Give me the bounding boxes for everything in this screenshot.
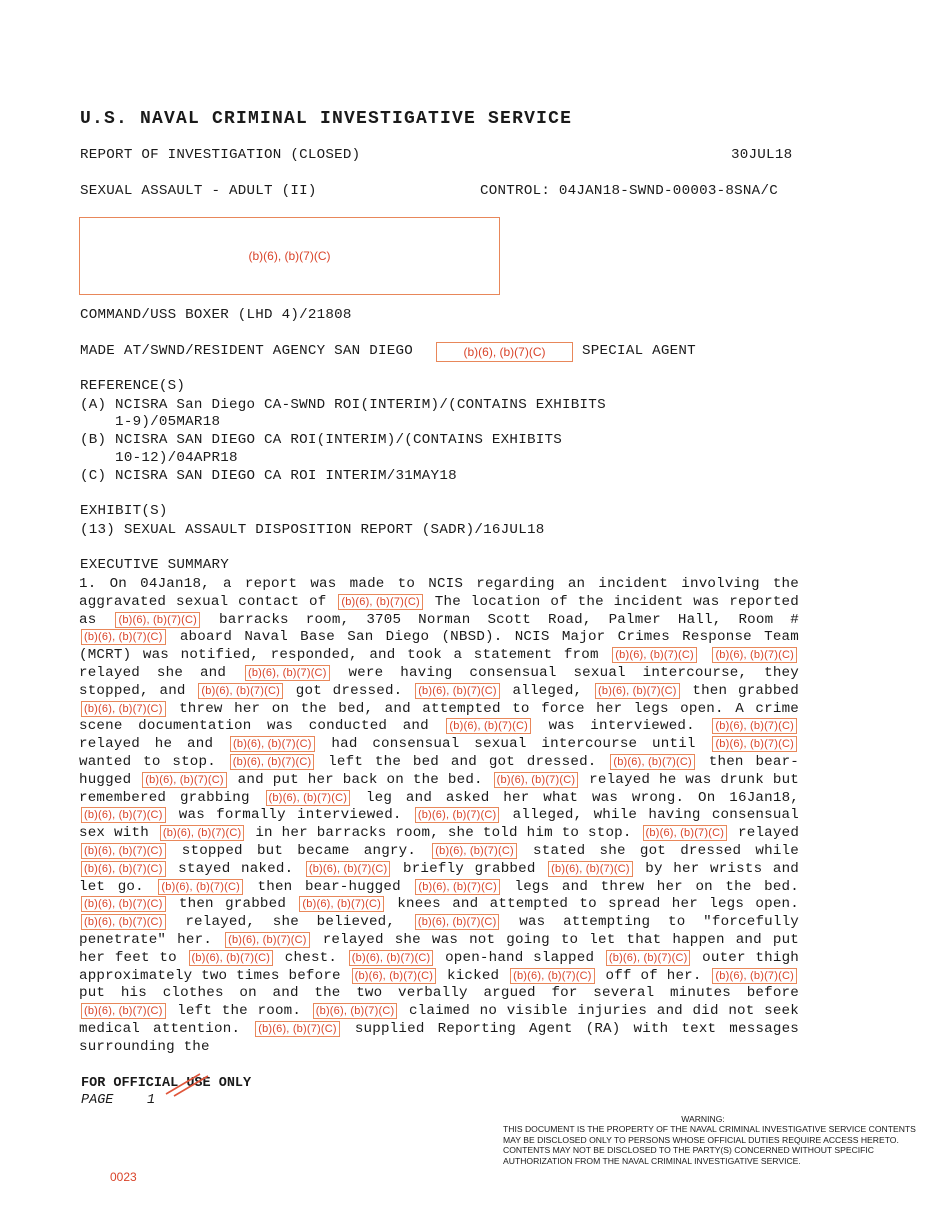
redaction-box: (b)(6), (b)(7)(C) — [255, 1021, 340, 1037]
summary-text: alleged, — [512, 682, 583, 699]
summary-text: put his clothes on and the two verbally argued for several minutes before — [79, 985, 799, 1002]
summary-text: left the room. — [177, 1003, 302, 1020]
redaction-box: (b)(6), (b)(7)(C) — [510, 968, 595, 984]
redaction-box: (b)(6), (b)(7)(C) — [299, 896, 384, 912]
redaction-box: (b)(6), (b)(7)(C) — [349, 950, 434, 966]
summary-text: relayed he and — [79, 736, 214, 753]
summary-text: got dressed. — [295, 682, 403, 699]
redaction-box: (b)(6), (b)(7)(C) — [115, 612, 200, 628]
summary-text: threw her on the bed, and attempted to force her legs open. A crime scene documentation was conducted and — [79, 700, 799, 735]
redaction-box: (b)(6), (b)(7)(C) — [189, 950, 274, 966]
redaction-box: (b)(6), (b)(7)(C) — [81, 861, 166, 877]
redaction-box: (b)(6), (b)(7)(C) — [81, 807, 166, 823]
redaction-box: (b)(6), (b)(7)(C) — [81, 843, 166, 859]
summary-text: then bear-hugged — [257, 878, 401, 895]
redaction-box: (b)(6), (b)(7)(C) — [446, 718, 531, 734]
redaction-box: (b)(6), (b)(7)(C) — [306, 861, 391, 877]
summary-text: relayed — [738, 825, 800, 842]
summary-text: relayed she and — [79, 664, 227, 681]
summary-text: relayed he was drunk but remembered grabbing — [79, 771, 800, 806]
agent-title: SPECIAL AGENT — [582, 343, 696, 359]
report-date: 30JUL18 — [731, 147, 793, 163]
executive-summary-body — [79, 576, 799, 1057]
redaction-box: (b)(6), (b)(7)(C) — [142, 772, 227, 788]
redaction-box: (b)(6), (b)(7)(C) — [415, 879, 500, 895]
summary-text: by her wrists and let go. — [79, 860, 800, 895]
summary-text: aboard Naval Base San Diego (NBSD). NCIS Major Crimes Response Team (MCRT) was notified, responded, and took a statement from — [79, 629, 799, 664]
redaction-box: (b)(6), (b)(7)(C) — [81, 701, 166, 717]
redaction-box: (b)(6), (b)(7)(C) — [712, 718, 797, 734]
summary-text: relayed she was not going to let that happen and put her feet to — [79, 931, 800, 966]
summary-text: kicked — [446, 967, 500, 984]
redaction-box: (b)(6), (b)(7)(C) — [225, 932, 310, 948]
command-line: COMMAND/USS BOXER (LHD 4)/21808 — [80, 307, 352, 323]
redaction-box: (b)(6), (b)(7)(C) — [352, 968, 437, 984]
redaction-box: (b)(6), (b)(7)(C) — [643, 825, 728, 841]
exhibits-heading: EXHIBIT(S) — [80, 503, 168, 519]
summary-text: had consensual sexual intercourse until — [331, 736, 696, 753]
reference-c: (C) NCISRA SAN DIEGO CA ROI INTERIM/31MAY18 — [80, 468, 457, 484]
summary-text: in her barracks room, she told him to stop. — [255, 825, 632, 842]
made-at-line: MADE AT/SWND/RESIDENT AGENCY SAN DIEGO — [80, 343, 414, 359]
summary-text: chest. — [284, 949, 338, 966]
redaction-box: (b)(6), (b)(7)(C) — [494, 772, 579, 788]
page-label: PAGE — [81, 1093, 114, 1108]
summary-text: left the bed and got dressed. — [328, 753, 597, 770]
redaction-box: (b)(6), (b)(7)(C) — [415, 914, 500, 930]
redaction-box: (b)(6), (b)(7)(C) — [548, 861, 633, 877]
redaction-box: (b)(6), (b)(7)(C) — [198, 683, 283, 699]
summary-text: The location of the incident was reported as — [79, 593, 799, 628]
redaction-box: (b)(6), (b)(7)(C) — [160, 825, 245, 841]
summary-text: then bear-hugged — [79, 753, 800, 788]
bates-number: 0023 — [110, 1170, 137, 1184]
summary-text: supplied Reporting Agent (RA) with text messages surrounding the — [79, 1020, 800, 1055]
summary-text: 1. On 04Jan18, a report was made to NCIS regarding an incident involving the aggravated sexual contact of — [79, 576, 799, 610]
warning-notice — [503, 1114, 933, 1166]
summary-text: briefly grabbed — [403, 860, 536, 877]
redaction-box: (b)(6), (b)(7)(C) — [230, 754, 315, 770]
summary-text: off of her. — [605, 967, 702, 984]
subject-redaction-box: (b)(6), (b)(7)(C) — [79, 217, 500, 295]
redaction-box: (b)(6), (b)(7)(C) — [230, 736, 315, 752]
redaction-box: (b)(6), (b)(7)(C) — [338, 594, 423, 610]
warning-heading: WARNING: — [681, 1114, 725, 1124]
executive-summary-heading: EXECUTIVE SUMMARY — [80, 557, 229, 573]
redaction-box: (b)(6), (b)(7)(C) — [712, 736, 797, 752]
redaction-box: (b)(6), (b)(7)(C) — [81, 629, 166, 645]
redaction-box: (b)(6), (b)(7)(C) — [712, 968, 797, 984]
summary-text: then grabbed — [178, 896, 287, 913]
reference-a-cont: 1-9)/05MAR18 — [80, 414, 221, 430]
redaction-box: (b)(6), (b)(7)(C) — [415, 683, 500, 699]
summary-text: and put her back on the bed. — [237, 771, 483, 788]
redaction-box: (b)(6), (b)(7)(C) — [266, 790, 351, 806]
redaction-box: (b)(6), (b)(7)(C) — [610, 754, 695, 770]
summary-text: leg and asked her what was wrong. On 16Jan18, — [365, 789, 800, 806]
reference-b: (B) NCISRA SAN DIEGO CA ROI(INTERIM)/(CONTAINS EXHIBITS — [80, 432, 563, 448]
summary-text: stated she got dressed while — [533, 842, 799, 859]
summary-text: was formally interviewed. — [178, 807, 402, 824]
summary-text: then grabbed — [692, 682, 800, 699]
fouo-marking: FOR OFFICIAL USE ONLY — [81, 1076, 252, 1091]
summary-text: was attempting to "forcefully penetrate" her. — [79, 914, 800, 948]
redaction-box: (b)(6), (b)(7)(C) — [432, 843, 517, 859]
redaction-box: (b)(6), (b)(7)(C) — [415, 807, 500, 823]
redaction-box: (b)(6), (b)(7)(C) — [158, 879, 243, 895]
summary-text: were having consensual sexual intercourse, they stopped, and — [79, 664, 799, 699]
redaction-box: (b)(6), (b)(7)(C) — [712, 647, 797, 663]
references-heading: REFERENCE(S) — [80, 378, 186, 394]
redaction-box: (b)(6), (b)(7)(C) — [81, 914, 166, 930]
summary-text: legs and threw her on the bed. — [514, 878, 799, 895]
summary-text: relayed, she believed, — [185, 914, 396, 931]
summary-text: stayed naked. — [178, 860, 294, 877]
redaction-box: (b)(6), (b)(7)(C) — [313, 1003, 398, 1019]
redaction-box: (b)(6), (b)(7)(C) — [606, 950, 691, 966]
warning-text: THIS DOCUMENT IS THE PROPERTY OF THE NAVAL CRIMINAL INVESTIGATIVE SERVICE CONTENTS MAY BE DISCLOSED ONLY TO PERSONS WHOSE OFFICIAL DUTIES REQUIRE ACCESS HERETO. CONTENTS MAY NOT BE DISCLOSED TO THE PARTY(S) CONCERNED WITHOUT SPECIFIC AUTHORIZATION FROM THE NAVAL CRIMINAL INVESTIGATIVE SERVICE. — [503, 1124, 916, 1166]
summary-text: wanted to stop. — [79, 753, 216, 770]
agent-redaction-box: (b)(6), (b)(7)(C) — [436, 342, 573, 362]
redaction-box: (b)(6), (b)(7)(C) — [595, 683, 680, 699]
redaction-box: (b)(6), (b)(7)(C) — [245, 665, 330, 681]
summary-text: was interviewed. — [548, 718, 695, 735]
summary-text: knees and attempted to spread her legs open. — [397, 896, 799, 913]
summary-text: claimed no visible injuries and did not seek medical attention. — [79, 1003, 799, 1037]
summary-text: stopped but became angry. — [181, 842, 417, 859]
reference-a: (A) NCISRA San Diego CA-SWND ROI(INTERIM)/(CONTAINS EXHIBITS — [80, 397, 606, 413]
page-number: 1 — [147, 1093, 156, 1108]
redaction-box: (b)(6), (b)(7)(C) — [81, 1003, 166, 1019]
summary-text: alleged, while having consensual sex with — [79, 807, 799, 842]
agency-title: U.S. NAVAL CRIMINAL INVESTIGATIVE SERVICE — [80, 109, 573, 129]
case-category: SEXUAL ASSAULT - ADULT (II) — [80, 183, 317, 199]
handwritten-strike-mark — [160, 1068, 230, 1098]
summary-text: outer thigh approximately two times before — [79, 949, 799, 984]
summary-text: open-hand slapped — [445, 949, 595, 966]
control-number: CONTROL: 04JAN18-SWND-00003-8SNA/C — [480, 183, 778, 199]
summary-text: barracks room, 3705 Norman Scott Road, Palmer Hall, Room # — [219, 611, 800, 628]
exhibit-13: (13) SEXUAL ASSAULT DISPOSITION REPORT (SADR)/16JUL18 — [80, 522, 545, 538]
redaction-box: (b)(6), (b)(7)(C) — [81, 896, 166, 912]
redaction-box: (b)(6), (b)(7)(C) — [612, 647, 697, 663]
reference-b-cont: 10-12)/04APR18 — [80, 450, 238, 466]
report-type: REPORT OF INVESTIGATION (CLOSED) — [80, 147, 361, 163]
